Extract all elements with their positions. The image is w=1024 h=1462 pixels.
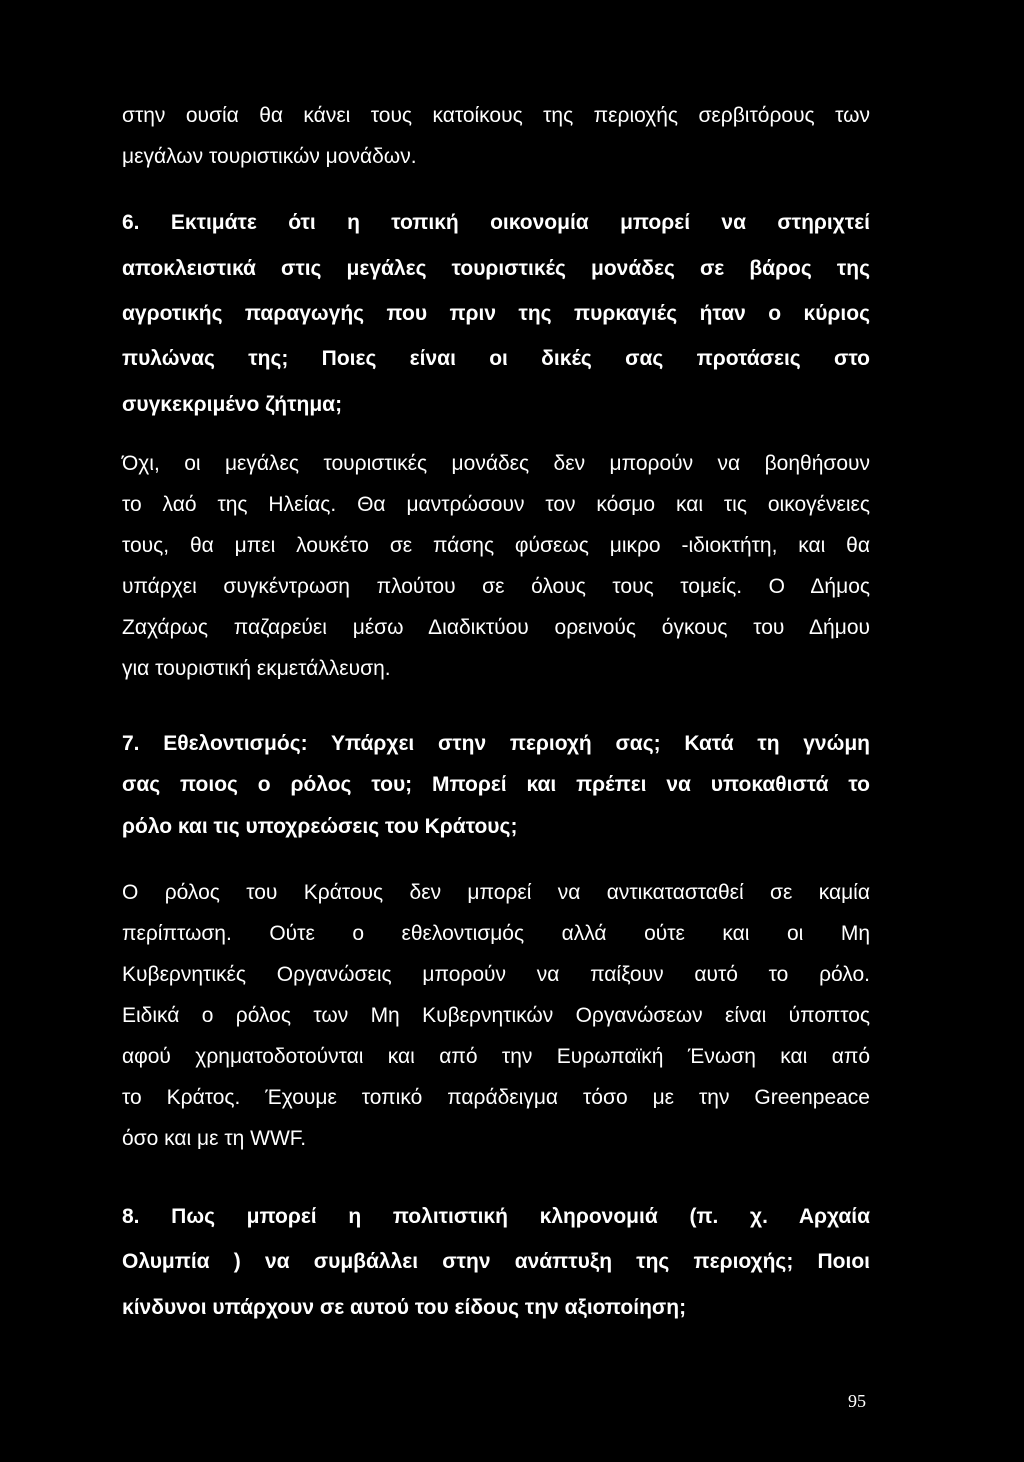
answer-6-line-2: το λαό της Ηλείας. Θα μαντρώσουν τον κόσμο και τις οικογένειες — [122, 493, 870, 516]
answer-7-line-2: περίπτωση. Ούτε ο εθελοντισμός αλλά ούτε και οι Μη — [122, 922, 870, 945]
page-number: 95 — [848, 1391, 866, 1411]
answer-7-line-3: Κυβερνητικές Οργανώσεις μπορούν να παίξουν αυτό το ρόλο. — [122, 963, 870, 986]
answer-6-line-3: τους, θα μπει λουκέτο σε πάσης φύσεως μικρο -ιδιοκτήτη, και θα — [122, 534, 870, 557]
question-8-line-1: 8. Πως μπορεί η πολιτιστική κληρονομιά (π. χ. Αρχαία — [122, 1205, 870, 1228]
question-7-line-3: ρόλο και τις υποχρεώσεις του Κράτους; — [122, 815, 518, 838]
answer-6-line-5: Ζαχάρως παζαρεύει μέσω Διαδικτύου ορεινούς όγκους του Δήμου — [122, 616, 870, 639]
intro-line-1: στην ουσία θα κάνει τους κατοίκους της περιοχής σερβιτόρους των — [122, 104, 870, 127]
answer-6-line-4: υπάρχει συγκέντρωση πλούτου σε όλους τους τομείς. Ο Δήμος — [122, 575, 870, 598]
answer-7-line-4: Ειδικά ο ρόλος των Μη Κυβερνητικών Οργανώσεων είναι ύποπτος — [122, 1004, 870, 1027]
question-6-line-3: αγροτικής παραγωγής που πριν της πυρκαγιές ήταν ο κύριος — [122, 302, 870, 325]
answer-7-line-7: όσο και με τη WWF. — [122, 1127, 307, 1150]
answer-6-line-6: για τουριστική εκμετάλλευση. — [122, 657, 391, 680]
answer-7-line-6: το Κράτος. Έχουμε τοπικό παράδειγμα τόσο με την Greenpeace — [122, 1086, 870, 1109]
question-6-line-2: αποκλειστικά στις μεγάλες τουριστικές μονάδες σε βάρος της — [122, 257, 870, 280]
question-7-line-1: 7. Εθελοντισμός: Υπάρχει στην περιοχή σας; Κατά τη γνώμη — [122, 732, 870, 755]
question-8-line-3: κίνδυνοι υπάρχουν σε αυτού του είδους την αξιοποίηση; — [122, 1296, 687, 1319]
answer-6-line-1: Όχι, οι μεγάλες τουριστικές μονάδες δεν μπορούν να βοηθήσουν — [122, 452, 870, 475]
answer-7-line-1: Ο ρόλος του Κράτους δεν μπορεί να αντικατασταθεί σε καμία — [122, 881, 870, 904]
answer-7-line-5: αφού χρηματοδοτούνται και από την Ευρωπαϊκή Ένωση και από — [122, 1045, 870, 1068]
question-7-line-2: σας ποιος ο ρόλος του; Μπορεί και πρέπει να υποκαθιστά το — [122, 773, 870, 796]
question-6-line-5: συγκεκριμένο ζήτημα; — [122, 393, 343, 416]
question-6-line-4: πυλώνας της; Ποιες είναι οι δικές σας προτάσεις στο — [122, 347, 870, 370]
question-8-line-2: Ολυμπία ) να συμβάλλει στην ανάπτυξη της περιοχής; Ποιοι — [122, 1250, 870, 1273]
question-6-line-1: 6. Εκτιμάτε ότι η τοπική οικονομία μπορεί να στηριχτεί — [122, 211, 870, 234]
intro-line-2: μεγάλων τουριστικών μονάδων. — [122, 145, 417, 168]
